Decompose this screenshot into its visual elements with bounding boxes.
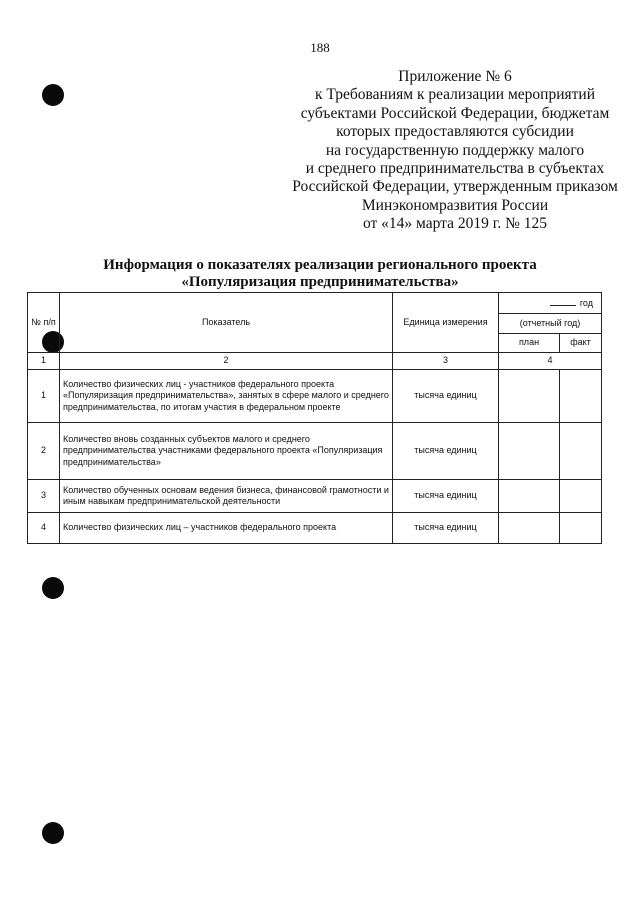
fact-cell[interactable] (560, 480, 602, 513)
appendix-line: субъектами Российской Федерации, бюджетам (300, 104, 610, 122)
fact-cell[interactable] (560, 423, 602, 480)
unit-cell: тысяча единиц (393, 480, 499, 513)
indicator-name: Количество физических лиц - участников федерального проекта «Популяризация предпринимательства», занятых в сфере малого и среднего предпринимательства, по итогам участия в федеральном проекте (60, 370, 393, 423)
plan-cell[interactable] (499, 370, 560, 423)
unit-cell: тысяча единиц (393, 513, 499, 544)
year-blank-line (550, 297, 576, 306)
table-row (28, 480, 602, 513)
appendix-line: и среднего предпринимательства в субъектах (305, 160, 605, 178)
plan-cell[interactable] (499, 480, 560, 513)
punch-hole-middle (42, 577, 64, 599)
appendix-line: на государственную поддержку малого (325, 141, 585, 159)
unit-cell: тысяча единиц (393, 370, 499, 423)
appendix-line: которых предоставляются субсидии (336, 123, 574, 141)
indicator-name: Количество физических лиц – участников федерального проекта (60, 513, 393, 544)
header-reporting-year: (отчетный год) (499, 314, 602, 334)
page-number: 188 (310, 40, 330, 55)
indicators-table (27, 292, 602, 544)
column-index: 4 (499, 353, 602, 370)
appendix-line: от «14» марта 2019 г. № 125 (362, 215, 548, 233)
table-row (28, 513, 602, 544)
header-num: № п/п (28, 293, 60, 353)
plan-cell[interactable] (499, 423, 560, 480)
table-row (28, 423, 602, 480)
header-fact: факт (560, 334, 602, 353)
appendix-line: Российской Федерации, утвержденным приказом (292, 178, 618, 196)
table-row (28, 370, 602, 423)
appendix-line: к Требованиям к реализации мероприятий (315, 86, 595, 104)
row-number: 2 (28, 423, 60, 480)
appendix-line: Приложение № 6 (398, 68, 512, 85)
column-index-row (28, 353, 602, 370)
unit-cell: тысяча единиц (393, 423, 499, 480)
column-index: 1 (28, 353, 60, 370)
header-year-label: год (579, 297, 593, 308)
row-number: 1 (28, 370, 60, 423)
punch-hole-bottom (42, 822, 64, 844)
appendix-line: Минэкономразвития России (361, 196, 549, 214)
document-title-line-1: Информация о показателях реализации регионального проекта (103, 257, 537, 273)
fact-cell[interactable] (560, 370, 602, 423)
indicator-name: Количество обученных основам ведения бизнеса, финансовой грамотности и иным навыкам предпринимательской деятельности (60, 480, 393, 513)
document-title-line-2: «Популяризация предпринимательства» (181, 274, 459, 290)
column-index: 3 (393, 353, 499, 370)
header-plan: план (499, 334, 560, 353)
indicator-name: Количество вновь созданных субъектов малого и среднего предпринимательства участниками федерального проекта «Популяризация предпринимательства» (60, 423, 393, 480)
header-unit: Единица измерения (393, 293, 499, 353)
appendix-note (290, 68, 620, 234)
punch-hole-top (42, 84, 64, 106)
header-indicator: Показатель (60, 293, 393, 353)
header-year (499, 293, 602, 314)
plan-cell[interactable] (499, 513, 560, 544)
document-title (40, 257, 600, 291)
fact-cell[interactable] (560, 513, 602, 544)
row-number: 4 (28, 513, 60, 544)
row-number: 3 (28, 480, 60, 513)
column-index: 2 (60, 353, 393, 370)
